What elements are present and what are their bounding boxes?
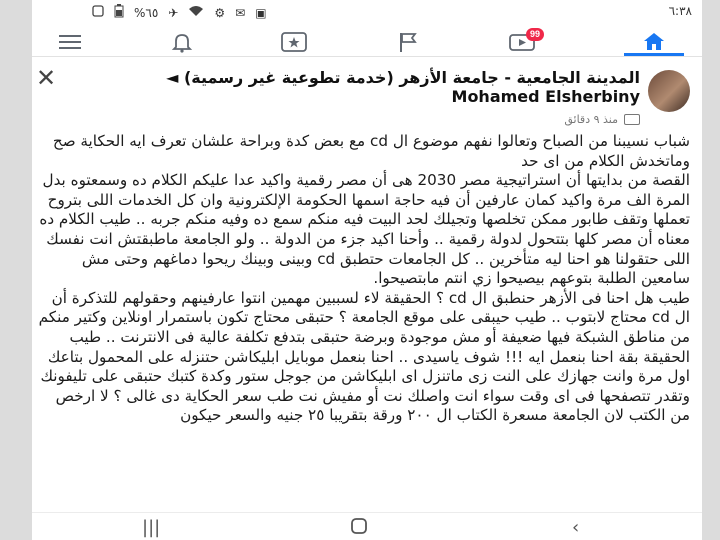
post-time[interactable]: منذ ٩ دقائق — [564, 113, 618, 126]
settings-icon: ⚙ — [214, 5, 226, 20]
back-icon[interactable]: ‹ — [572, 517, 580, 538]
pages-tab[interactable] — [264, 28, 324, 56]
recent-apps-icon[interactable]: ||| — [142, 517, 161, 538]
flag-star-icon — [281, 32, 307, 52]
battery-icon — [114, 4, 124, 21]
messenger-icon — [92, 5, 104, 20]
post-paragraph-2: القصة من بدايتها أن استراتيجية مصر 2030 هى أن مصر رقمية واكيد عدا عليكم الكلام ده وسمعتوه بدل المرة الف مرة واكيد كمان عارفين أن فيه حاجة اسمها الحكومة الإلكترونية وان كل الخدمات اللى بتروح تعملها وتقف طابور ممكن تخلصها وتجيلك لحد البيت فيه منكم سمع ده وفيه منكم جربه .. طيب الكلام ده معناه أن مصر كلها بتتحول لدولة رقمية .. وأحنا اكيد جزء من الدولة .. ولو الجامعة ماطبقتش انت نفسك اللى حتقولنا هو احنا ليه متأخرين .. كل الجامعات حتطبق cd وبينى وبينك ريحوا دماغهم وحتى مش سامعين الطلبة بتوعهم بيصيحوا زي انتم مابتصيحوا. — [39, 171, 690, 288]
phone-screen — [32, 0, 702, 540]
status-icons — [92, 4, 267, 21]
notifications-tab[interactable] — [152, 28, 212, 56]
post-body — [38, 132, 690, 512]
menu-button[interactable] — [40, 28, 100, 56]
airplane-icon: ✈ — [168, 5, 179, 20]
system-navigation-bar — [32, 512, 702, 540]
wifi-icon — [188, 5, 204, 20]
menu-icon — [59, 34, 81, 50]
post-paragraph-3: طيب هل احنا فى الأزهر حنطبق ال cd ؟ الحقيقة لاء لسببين مهمين انتوا عارفينهم وحقولهم للتذكرة أن ال cd محتاج لابتوب .. طيب حيبقى على موقع الجامعة ؟ حتبقى محتاج تكون باستمرار اونلاين وكتير منكم من مناطق الشبكة فيها ضعيفة أو مش موجودة وبرضة حتبقى بتدفع تكلفة عالية فى الانترنت .. طيب الحقيقة بقة احنا بنعمل ايه !!! شوف ياسيدى .. احنا بنعمل موبايل ابليكاشن حتنزله على المحمول بتاعك اول مرة وانت جهازك على النت زى ماتنزل اى ابليكاشن من جوجل ستور وكدة كتبك حتبقى على تليفونك وتقدر تتصفحها فى اى وقت سواء انت واصلك نت أو مفيش نت طب سعر الحكاية دى غالى ؟ لا ارخص من الكتب لان الجامعة مسعرة الكتاب ال ٢٠٠ ورقة بتقريبا ٢٥ جنيه والسعر حيكون — [38, 288, 690, 425]
status-bar — [32, 0, 702, 26]
watch-badge: 99 — [526, 28, 544, 41]
flag-icon — [397, 31, 419, 53]
home-button-icon[interactable] — [350, 517, 368, 540]
post-meta — [564, 113, 640, 126]
battery-level: %٦٥ — [134, 5, 159, 20]
avatar[interactable] — [648, 70, 690, 112]
post-author[interactable]: المدينة الجامعية - جامعة الأزهر (خدمة تطوعية غير رسمية) ◄ Mohamed Elsherbiny — [166, 68, 640, 106]
post-paragraph-1: شباب نسيبنا من الصباح وتعالوا نفهم موضوع ال cd مع بعض كدة وبراحة علشان تعرف ايه الحكاية صح وماتخدش الكلام من اى حد — [52, 132, 690, 170]
image-icon: ▣ — [255, 5, 267, 20]
top-nav — [32, 26, 702, 57]
clock: ٦:٣٨ — [668, 4, 692, 18]
close-icon[interactable]: ✕ — [36, 64, 57, 92]
home-icon — [642, 31, 666, 51]
notification-icon: ✉ — [235, 5, 246, 20]
audience-icon — [624, 114, 640, 125]
home-tab[interactable] — [624, 28, 684, 56]
watch-tab[interactable] — [492, 28, 552, 56]
groups-tab[interactable] — [378, 28, 438, 56]
bell-icon — [171, 31, 193, 53]
